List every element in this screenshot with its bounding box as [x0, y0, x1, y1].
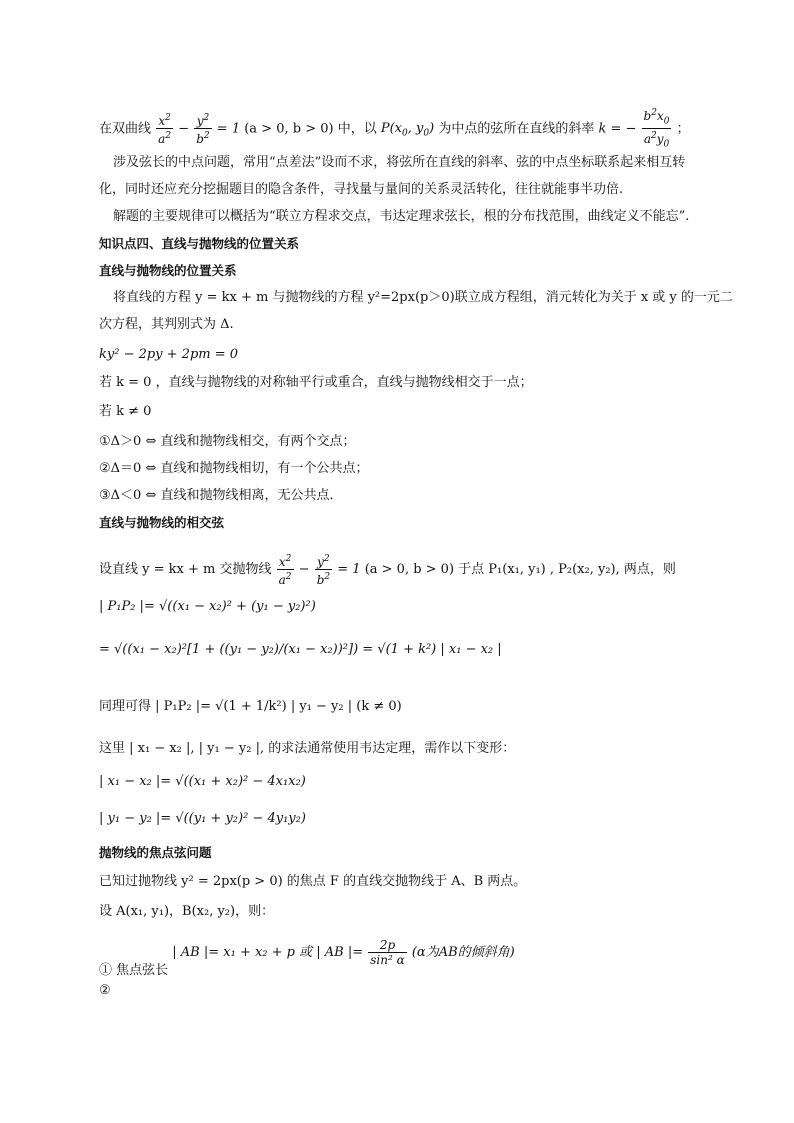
text-fragment: 为中点的弦所在直线的斜率 — [438, 121, 595, 137]
chord-intro-line: 设直线 y = kx + m 交抛物线 $\frac{x^2}{a^2}$ − $\frac{y^2}{b^2}$ = 1 (a > 0, b > 0) 于点 P₁(x₁, y₁) , P₂(x₂, y₂), 两点，则 — [99, 554, 676, 587]
list-item: ②Δ＝0 ⇔ 直线和抛物线相切，有一个公共点； — [99, 461, 369, 476]
list-item: ③Δ＜0 ⇔ 直线和抛物线相离，无公共点． — [99, 488, 343, 503]
paragraph-line: 若 k ≠ 0 — [99, 404, 152, 419]
equation-line: | y₁ − y₂ |= √((y₁ + y₂)² − 4y₁y₂) — [99, 811, 306, 826]
paragraph-line: 化，同时还应充分挖掘题目的隐含条件，寻找量与量间的关系灵活转化，往往就能事半功倍. — [99, 182, 624, 197]
hyperbola-slope-line: 在双曲线 $\frac{x^2}{a^2}$ − $\frac{y^2}{b^2}$ = 1 (a > 0, b > 0) 中，以 $P(x_0$, $y_0$) 为中点的弦所在直线的斜率 k = − $\frac{b^2x_0}{a^2y_0}$ ； — [99, 108, 690, 150]
paragraph-line: 已知过抛物线 y² = 2px(p > 0) 的焦点 F 的直线交抛物线于 A、B 两点。 — [99, 874, 527, 889]
paragraph-line: 若 k = 0 ，直线与抛物线的对称轴平行或重合，直线与抛物线相交于一点； — [99, 375, 533, 390]
midpoint-label: $P(x_0$, $y_0$) — [380, 121, 435, 139]
list-item: ①Δ＞0 ⇔ 直线和抛物线相交，有两个交点； — [99, 434, 356, 449]
subsection-heading: 直线与抛物线的位置关系 — [99, 263, 237, 278]
equation-line: 同理可得 | P₁P₂ |= √(1 + 1/k²) | y₁ − y₂ | (k ≠ 0) — [99, 699, 402, 714]
angle-note: (α为AB的倾斜角) — [411, 945, 515, 960]
paragraph-line: 这里 | x₁ − x₂ |, | y₁ − y₂ |, 的求法通常使用韦达定理，需作以下变形： — [99, 741, 516, 756]
equation-line: | P₁P₂ |= √((x₁ − x₂)² + (y₁ − y₂)²) — [99, 599, 316, 614]
fraction-y2-b2: $\frac{y^2}{b^2}$ — [316, 554, 331, 587]
fraction-x2-a2: $\frac{x^2}{a^2}$ — [158, 113, 172, 147]
paragraph-line: 涉及弦长的中点问题，常用“点差法”设而不求，将弦所在直线的斜率、弦的中点坐标联系起来相互转 — [113, 155, 686, 170]
text-fragment: ； — [676, 121, 690, 137]
subsection-heading: 直线与抛物线的相交弦 — [99, 515, 225, 530]
text-fragment: 在双曲线 — [99, 121, 152, 137]
focal-chord-line — [99, 938, 515, 978]
fraction-2p-sin: $\frac{2p}{\text{sin² α}}$ — [370, 938, 405, 967]
section-heading: 知识点四、直线与抛物线的位置关系 — [99, 236, 300, 251]
fraction-slope: $\frac{b^2x_0}{a^2y_0}$ — [643, 108, 670, 150]
text-fragment: (a > 0, b > 0) 中，以 — [244, 121, 377, 137]
paragraph-line: 解题的主要规律可以概括为“联立方程求交点，韦达定理求弦长，根的分布找范围，曲线定义不能忘”. — [113, 209, 690, 224]
subsection-heading: 抛物线的焦点弦问题 — [99, 845, 212, 860]
equation-line: = √((x₁ − x₂)²[1 + ((y₁ − y₂)/(x₁ − x₂))²]) = √(1 + k²) | x₁ − x₂ | — [99, 642, 502, 657]
paragraph-line: 设 A(x₁, y₁)，B(x₂, y₂)，则： — [99, 904, 275, 919]
focal-chord-formula: | AB |= x₁ + x₂ + p 或 | AB |= — [172, 945, 364, 960]
text-fragment: 设直线 y = kx + m 交抛物线 — [99, 562, 272, 577]
list-item: ② — [99, 983, 111, 998]
fraction-y2-b2: $\frac{y^2}{b^2}$ — [196, 113, 210, 147]
equation-line: ky² − 2py + 2pm = 0 — [99, 347, 239, 362]
list-label: ① 焦点弦长 — [99, 963, 169, 978]
paragraph-line: 次方程，其判别式为 Δ. — [99, 317, 234, 332]
paragraph-line: 将直线的方程 y = kx + m 与抛物线的方程 y²=2px(p＞0)联立成方程组，消元转化为关于 x 或 y 的一元二 — [113, 290, 733, 305]
text-fragment: (a > 0, b > 0) 于点 P₁(x₁, y₁) , P₂(x₂, y₂), 两点，则 — [364, 562, 676, 577]
fraction-x2-a2: $\frac{x^2}{a^2}$ — [278, 554, 292, 587]
equation-line: | x₁ − x₂ |= √((x₁ + x₂)² − 4x₁x₂) — [99, 774, 306, 789]
